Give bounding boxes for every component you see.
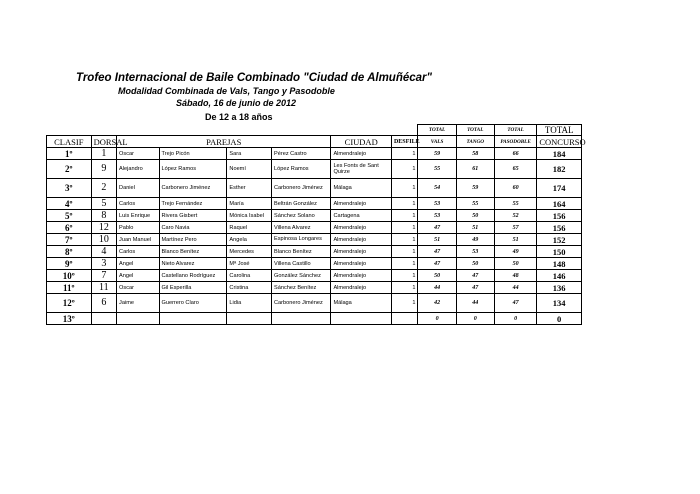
cell-tango: 47 bbox=[456, 282, 494, 294]
document-title: Trofeo Internacional de Baile Combinado "Ciudad de Almuñécar" bbox=[76, 72, 432, 84]
cell-tango: 55 bbox=[456, 198, 494, 210]
cell-surname-1: Rivera Gisbert bbox=[159, 210, 227, 222]
cell-desfile: 1 bbox=[391, 270, 418, 282]
cell-name-2: Lidia bbox=[227, 294, 272, 313]
cell-ciudad: Cartagena bbox=[331, 210, 392, 222]
cell-desfile: 1 bbox=[391, 222, 418, 234]
cell-surname-2: González Sánchez bbox=[272, 270, 331, 282]
cell-concurso: 164 bbox=[537, 198, 582, 210]
cell-clasif: 7º bbox=[47, 234, 92, 246]
cell-tango: 0 bbox=[456, 313, 494, 325]
cell-clasif: 8º bbox=[47, 246, 92, 258]
cell-surname-1: Gil Esperilla bbox=[159, 282, 227, 294]
cell-name-1: Angel bbox=[117, 258, 159, 270]
cell-concurso: 152 bbox=[537, 234, 582, 246]
cell-surname-2: López Ramos bbox=[272, 160, 331, 179]
table-row bbox=[47, 246, 582, 258]
cell-concurso: 136 bbox=[537, 282, 582, 294]
cell-concurso: 156 bbox=[537, 210, 582, 222]
cell-pasodoble: 49 bbox=[494, 246, 536, 258]
cell-name-2: Esther bbox=[227, 179, 272, 198]
cell-desfile: 1 bbox=[391, 282, 418, 294]
header-row-totals bbox=[47, 125, 582, 136]
cell-surname-2: Pérez Castro bbox=[272, 148, 331, 160]
total-vals-label: TOTAL bbox=[418, 125, 456, 136]
cell-desfile: 1 bbox=[391, 294, 418, 313]
cell-ciudad: Almendralejo bbox=[331, 234, 392, 246]
cell-tango: 49 bbox=[456, 234, 494, 246]
cell-dorsal: 8 bbox=[91, 210, 116, 222]
header-parejas: PAREJAS bbox=[117, 136, 331, 148]
cell-dorsal: 3 bbox=[91, 258, 116, 270]
cell-tango: 50 bbox=[456, 258, 494, 270]
header-pasodoble: PASODOBLE bbox=[494, 136, 536, 148]
cell-clasif: 6º bbox=[47, 222, 92, 234]
cell-surname-2 bbox=[272, 313, 331, 325]
total-concurso-label: TOTAL bbox=[537, 125, 582, 136]
cell-desfile: 1 bbox=[391, 258, 418, 270]
cell-name-1: Juan Manuel bbox=[117, 234, 159, 246]
cell-name-1: Carlos bbox=[117, 246, 159, 258]
cell-vals: 0 bbox=[418, 313, 456, 325]
cell-name-2: Mónica Isabel bbox=[227, 210, 272, 222]
cell-dorsal: 4 bbox=[91, 246, 116, 258]
cell-concurso: 150 bbox=[537, 246, 582, 258]
cell-tango: 51 bbox=[456, 222, 494, 234]
cell-pasodoble: 52 bbox=[494, 210, 536, 222]
header-dorsal: DORSAL bbox=[91, 136, 116, 148]
cell-dorsal: 10 bbox=[91, 234, 116, 246]
cell-ciudad: Almendralejo bbox=[331, 258, 392, 270]
cell-ciudad bbox=[331, 313, 392, 325]
cell-desfile: 1 bbox=[391, 148, 418, 160]
cell-pasodoble: 66 bbox=[494, 148, 536, 160]
table-row bbox=[47, 282, 582, 294]
cell-name-2 bbox=[227, 313, 272, 325]
cell-vals: 44 bbox=[418, 282, 456, 294]
cell-dorsal: 7 bbox=[91, 270, 116, 282]
header-ciudad: CIUDAD bbox=[331, 136, 392, 148]
cell-concurso: 0 bbox=[537, 313, 582, 325]
cell-pasodoble: 47 bbox=[494, 294, 536, 313]
cell-pasodoble: 55 bbox=[494, 198, 536, 210]
table-row bbox=[47, 160, 582, 179]
cell-dorsal: 5 bbox=[91, 198, 116, 210]
cell-name-2: Carolina bbox=[227, 270, 272, 282]
cell-vals: 50 bbox=[418, 270, 456, 282]
cell-concurso: 182 bbox=[537, 160, 582, 179]
cell-concurso: 148 bbox=[537, 258, 582, 270]
table-row bbox=[47, 210, 582, 222]
cell-tango: 61 bbox=[456, 160, 494, 179]
cell-ciudad: Almendralejo bbox=[331, 282, 392, 294]
header-tango: TANGO bbox=[456, 136, 494, 148]
header-desfile: DESFILE bbox=[391, 136, 418, 148]
cell-vals: 53 bbox=[418, 210, 456, 222]
header-vals: VALS bbox=[418, 136, 456, 148]
table-row bbox=[47, 270, 582, 282]
cell-dorsal: 2 bbox=[91, 179, 116, 198]
cell-dorsal: 9 bbox=[91, 160, 116, 179]
cell-ciudad: Les Fonts de Sant Quirze bbox=[331, 160, 392, 179]
cell-name-1: Daniel bbox=[117, 179, 159, 198]
cell-name-2: Raquel bbox=[227, 222, 272, 234]
cell-name-1: Alejandro bbox=[117, 160, 159, 179]
cell-pasodoble: 44 bbox=[494, 282, 536, 294]
cell-name-2: Noemí bbox=[227, 160, 272, 179]
cell-surname-2: Sánchez Benítez bbox=[272, 282, 331, 294]
cell-pasodoble: 48 bbox=[494, 270, 536, 282]
table-row bbox=[47, 313, 582, 325]
cell-vals: 53 bbox=[418, 198, 456, 210]
cell-dorsal: 6 bbox=[91, 294, 116, 313]
cell-desfile: 1 bbox=[391, 234, 418, 246]
cell-name-1: Carlos bbox=[117, 198, 159, 210]
cell-name-2: María bbox=[227, 198, 272, 210]
cell-name-1: Luis Enrique bbox=[117, 210, 159, 222]
cell-dorsal: 1 bbox=[91, 148, 116, 160]
cell-name-1 bbox=[117, 313, 159, 325]
cell-ciudad: Almendralejo bbox=[331, 198, 392, 210]
total-tango-label: TOTAL bbox=[456, 125, 494, 136]
cell-desfile: 1 bbox=[391, 246, 418, 258]
cell-surname-1: Martínez Pero bbox=[159, 234, 227, 246]
cell-ciudad: Almendralejo bbox=[331, 270, 392, 282]
cell-desfile: 1 bbox=[391, 198, 418, 210]
cell-name-2: Mª José bbox=[227, 258, 272, 270]
cell-desfile: 1 bbox=[391, 210, 418, 222]
cell-surname-2: Sánchez Solano bbox=[272, 210, 331, 222]
total-pasodoble-label: TOTAL bbox=[494, 125, 536, 136]
cell-clasif: 9º bbox=[47, 258, 92, 270]
header-concurso: CONCURSO bbox=[537, 136, 582, 148]
cell-pasodoble: 57 bbox=[494, 222, 536, 234]
table-body bbox=[47, 148, 582, 325]
cell-pasodoble: 50 bbox=[494, 258, 536, 270]
cell-surname-2: Beltrán González bbox=[272, 198, 331, 210]
cell-name-2: Mercedes bbox=[227, 246, 272, 258]
cell-vals: 51 bbox=[418, 234, 456, 246]
cell-dorsal: 12 bbox=[91, 222, 116, 234]
cell-pasodoble: 51 bbox=[494, 234, 536, 246]
results-table bbox=[46, 124, 586, 325]
cell-vals: 42 bbox=[418, 294, 456, 313]
cell-concurso: 134 bbox=[537, 294, 582, 313]
cell-vals: 55 bbox=[418, 160, 456, 179]
cell-surname-1 bbox=[159, 313, 227, 325]
cell-clasif: 5º bbox=[47, 210, 92, 222]
cell-name-1: Jaime bbox=[117, 294, 159, 313]
cell-desfile: 1 bbox=[391, 160, 418, 179]
table-row bbox=[47, 258, 582, 270]
cell-vals: 59 bbox=[418, 148, 456, 160]
cell-tango: 53 bbox=[456, 246, 494, 258]
table-row bbox=[47, 234, 582, 246]
cell-concurso: 146 bbox=[537, 270, 582, 282]
header-clasif: CLASIF bbox=[47, 136, 92, 148]
cell-pasodoble: 0 bbox=[494, 313, 536, 325]
cell-tango: 50 bbox=[456, 210, 494, 222]
cell-clasif: 3º bbox=[47, 179, 92, 198]
cell-vals: 47 bbox=[418, 246, 456, 258]
cell-name-1: Angel bbox=[117, 270, 159, 282]
table-row bbox=[47, 198, 582, 210]
cell-desfile: 1 bbox=[391, 179, 418, 198]
cell-ciudad: Almendralejo bbox=[331, 148, 392, 160]
cell-surname-1: Guerrero Claro bbox=[159, 294, 227, 313]
cell-name-1: Oscar bbox=[117, 148, 159, 160]
cell-vals: 47 bbox=[418, 258, 456, 270]
cell-surname-2: Espinosa Longares bbox=[272, 234, 331, 246]
cell-surname-1: Nieto Alvarez bbox=[159, 258, 227, 270]
cell-name-1: Oscar bbox=[117, 282, 159, 294]
table-row bbox=[47, 294, 582, 313]
cell-vals: 47 bbox=[418, 222, 456, 234]
cell-surname-2: Carbonero Jiménez bbox=[272, 294, 331, 313]
cell-clasif: 12º bbox=[47, 294, 92, 313]
cell-concurso: 174 bbox=[537, 179, 582, 198]
table-row bbox=[47, 148, 582, 160]
cell-clasif: 13º bbox=[47, 313, 92, 325]
cell-concurso: 184 bbox=[537, 148, 582, 160]
cell-tango: 58 bbox=[456, 148, 494, 160]
cell-name-1: Pablo bbox=[117, 222, 159, 234]
cell-clasif: 10º bbox=[47, 270, 92, 282]
cell-concurso: 156 bbox=[537, 222, 582, 234]
header-row bbox=[47, 136, 582, 148]
age-category: De 12 a 18 años bbox=[205, 112, 273, 122]
cell-surname-1: López Ramos bbox=[159, 160, 227, 179]
cell-name-2: Angela bbox=[227, 234, 272, 246]
cell-name-2: Cristina bbox=[227, 282, 272, 294]
cell-surname-2: Blanco Benítez bbox=[272, 246, 331, 258]
cell-clasif: 4º bbox=[47, 198, 92, 210]
cell-clasif: 2º bbox=[47, 160, 92, 179]
cell-dorsal bbox=[91, 313, 116, 325]
cell-ciudad: Málaga bbox=[331, 179, 392, 198]
cell-ciudad: Almendralejo bbox=[331, 246, 392, 258]
cell-clasif: 11º bbox=[47, 282, 92, 294]
event-date: Sábado, 16 de junio de 2012 bbox=[176, 98, 297, 108]
cell-pasodoble: 65 bbox=[494, 160, 536, 179]
cell-pasodoble: 60 bbox=[494, 179, 536, 198]
cell-tango: 47 bbox=[456, 270, 494, 282]
cell-vals: 54 bbox=[418, 179, 456, 198]
document-subtitle: Modalidad Combinada de Vals, Tango y Pasodoble bbox=[118, 86, 335, 96]
cell-tango: 44 bbox=[456, 294, 494, 313]
cell-ciudad: Málaga bbox=[331, 294, 392, 313]
cell-surname-2: Villena Castillo bbox=[272, 258, 331, 270]
cell-dorsal: 11 bbox=[91, 282, 116, 294]
cell-desfile bbox=[391, 313, 418, 325]
table-row bbox=[47, 179, 582, 198]
table-row bbox=[47, 222, 582, 234]
cell-surname-1: Trejo Picón bbox=[159, 148, 227, 160]
cell-surname-1: Caro Navia bbox=[159, 222, 227, 234]
cell-surname-2: Villena Alvarez bbox=[272, 222, 331, 234]
cell-surname-1: Carbonero Jiménez bbox=[159, 179, 227, 198]
cell-surname-1: Trejo Fernández bbox=[159, 198, 227, 210]
cell-name-2: Sara bbox=[227, 148, 272, 160]
cell-ciudad: Almendralejo bbox=[331, 222, 392, 234]
cell-clasif: 1º bbox=[47, 148, 92, 160]
cell-surname-1: Castellano Rodríguez bbox=[159, 270, 227, 282]
cell-tango: 59 bbox=[456, 179, 494, 198]
cell-surname-1: Blanco Benítez bbox=[159, 246, 227, 258]
cell-surname-2: Carbonero Jiménez bbox=[272, 179, 331, 198]
